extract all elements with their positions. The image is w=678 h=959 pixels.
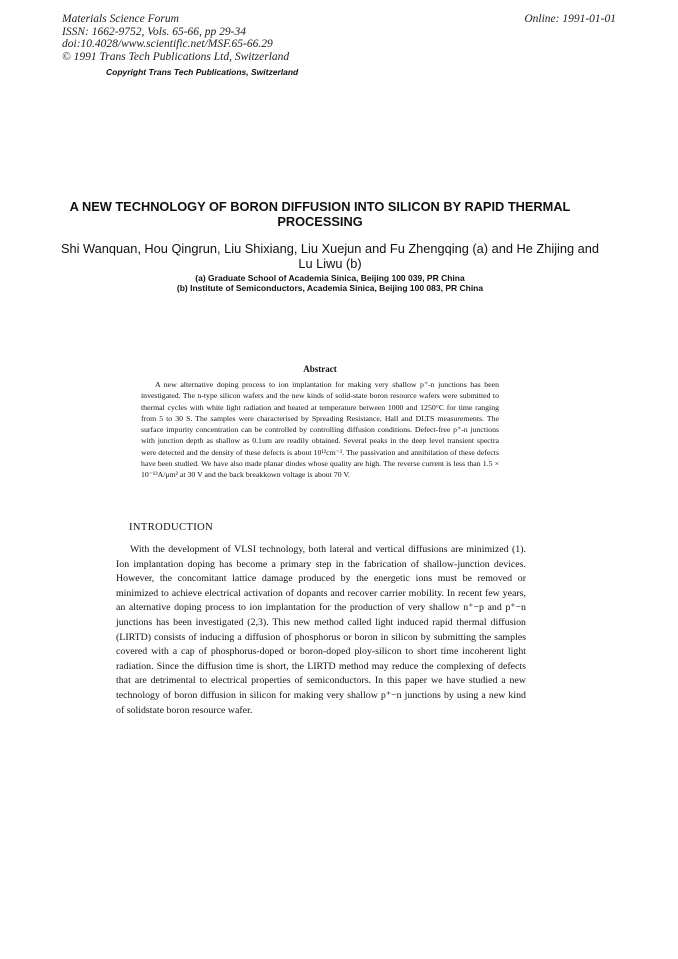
journal-name: Materials Science Forum	[62, 13, 179, 25]
issn-line: ISSN: 1662-9752, Vols. 65-66, pp 29-34	[62, 25, 246, 38]
affiliation-b: (b) Institute of Semiconductors, Academia Sinica, Beijing 100 083, PR China	[176, 283, 484, 293]
introduction-text: With the development of VLSI technology, both lateral and vertical diffusions are minimized (1). Ion implantation doping has become a primary step in the fabrication of shallow-junction devices. However, the concomitant lattice damage produced by the energetic ions must be removed or minimized to achieve electrical activation of dopants and recover carrier mobility. In recent few years, an alternative doping process to ion implantation for the production of very shallow n⁺−p and p⁺−n junctions has been investigated (2,3). This new method called light induced rapid thermal diffusion (LIRTD) consists of inducing a diffusion of phosphorus or boron in silicon by submitting the samples covered with a cap of phosphorus-doped or boron-doped ploy-silicon to short time incoherent light radiation. Since the diffusion time is short, the LIRTD method may reduce the complexing of defects that are detrimental to electrical properties of semiconductors. In this paper we have studied a new technology of boron diffusion in silicon for making very shallow p⁺−n junctions by using a new kind of solidstate boron resource wafer.	[116, 544, 526, 716]
abstract-heading: Abstract	[303, 364, 337, 374]
paper-title: A NEW TECHNOLOGY OF BORON DIFFUSION INTO SILICON BY RAPID THERMAL PROCESSING	[69, 199, 571, 229]
introduction-heading: INTRODUCTION	[129, 522, 214, 533]
doi-link[interactable]: doi:10.4028/www.scientific.net/MSF.65-66.29	[62, 38, 273, 50]
author-list: Shi Wanquan, Hou Qingrun, Liu Shixiang, Liu Xuejun and Fu Zhengqing (a) and He Zhijing and Lu Liwu (b)	[60, 241, 600, 271]
journal-header	[62, 13, 289, 63]
abstract-text: A new alternative doping process to ion implantation for making very shallow p⁺-n junctions has been investigated. The n-type silicon wafers and the new kinds of solid-state boron resource wafers were submitted to thermal cycles with white light radiation and heated at temperature between 1000 and 1250°C for time ranging from 5 to 30 S. The samples were characterised by Spreading Resistance, Hall and DLTS measurements. The surface impurity concentration can be controlled by controlling diffusion conditions. Defect-free p⁺-n junctions with junction depth as shallow as 0.1um are readily obtained. Several peaks in the deep level transient spectra were detected and the density of these defects is about 10¹²cm⁻³. The passivation and annihilation of these defects have been studied. We have also made planar diodes whose quality are high. The reverse current is less than 1.5 × 10⁻¹³A/μm² at 30 V and the back breakkown voltage is about 70 V.	[141, 380, 499, 480]
online-date: Online: 1991-01-01	[524, 13, 616, 25]
affiliation-a: (a) Graduate School of Academia Sinica, Beijing 100 039, PR China	[195, 273, 465, 283]
copyright-line: © 1991 Trans Tech Publications Ltd, Switzerland	[62, 50, 290, 63]
copyright-stamp: Copyright Trans Tech Publications, Switzerland	[106, 67, 299, 77]
